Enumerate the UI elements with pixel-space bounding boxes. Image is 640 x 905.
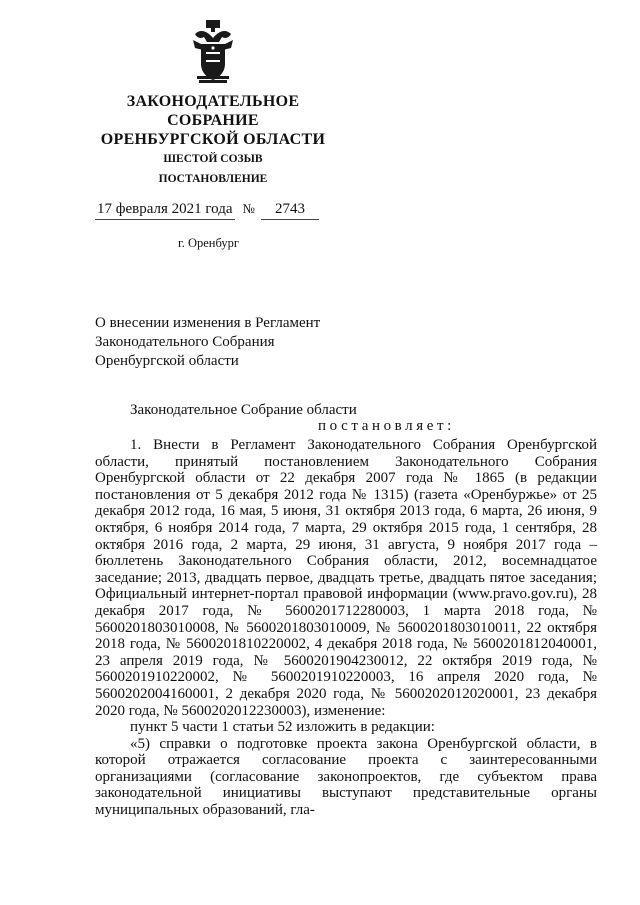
city: г. Оренбург [178, 236, 239, 250]
resolves-line: постановляет: [318, 418, 455, 434]
body-text [95, 437, 597, 819]
paragraph: «5) справки о подготовке проекта закона Оренбургской области, в которой отражается согласование проекта с заинтересованными организациями (согласование законопроектов, где субъектом права законодательной инициативы выступают представительные органы муниципальных образований, гла- [95, 735, 597, 819]
date-number-line [95, 201, 319, 220]
intro-line: Законодательное Собрание области [130, 402, 357, 418]
header-line-1: ЗАКОНОДАТЕЛЬНОЕ [126, 93, 300, 110]
number-sign: № [242, 201, 255, 216]
paragraph: 1. Внести в Регламент Законодательного Собрания Оренбургской области, принятый постановлением Законодательного Собрания Оренбургской области от 22 декабря 2007 года № 1865 (в редакции постановления от 5 декабря 2012 года № 1315) (газета «Оренбуржье» от 25 декабря 2012 года, 16 мая, 5 июня, 31 октября 2013 года, 6 марта, 26 июня, 9 октября, 6 ноября 2014 года, 7 марта, 29 октября 2015 года, 1 сентября, 28 октября 2016 года, 2 марта, 29 июня, 31 августа, 9 ноября 2017 года – бюллетень Законодательного Собрания области, 2012, восемнадцатое заседание; 2013, двадцать первое, двадцать третье, двадцать пятое заседания; Официальный интернет-портал правовой информации (www.pravo.gov.ru), 28 декабря 2017 года, № 5600201712280003, 1 марта 2018 года, № 5600201803010008, № 5600201803010009, № 5600201803010011, 22 октября 2018 года, № 5600201810220002, 4 декабря 2018 года, № 5600201812040001, 23 апреля 2019 года, № 5600201904230012, 22 октября 2019 года, № 5600201910220002, № 5600201910220003, 16 апреля 2020 года, № 5600202004160001, 2 декабря 2020 года, № 5600202012020001, 23 декабря 2020 года, № 5600202012230003), изменение: [95, 437, 597, 719]
header-line-3: ОРЕНБУРГСКОЙ ОБЛАСТИ [100, 131, 326, 148]
header-line-2: СОБРАНИЕ [167, 112, 259, 129]
document-header [100, 92, 326, 189]
paragraph: пункт 5 части 1 статьи 52 изложить в редакции: [130, 719, 435, 736]
convocation: ШЕСТОЙ СОЗЫВ [163, 153, 263, 165]
document-number: 2743 [261, 201, 319, 220]
document-type: ПОСТАНОВЛЕНИЕ [158, 173, 268, 185]
document-subject: О внесении изменения в Регламент Законодательного Собрания Оренбургской области [95, 315, 321, 369]
document-date: 17 февраля 2021 года [95, 201, 235, 220]
coat-of-arms-icon [189, 20, 237, 84]
